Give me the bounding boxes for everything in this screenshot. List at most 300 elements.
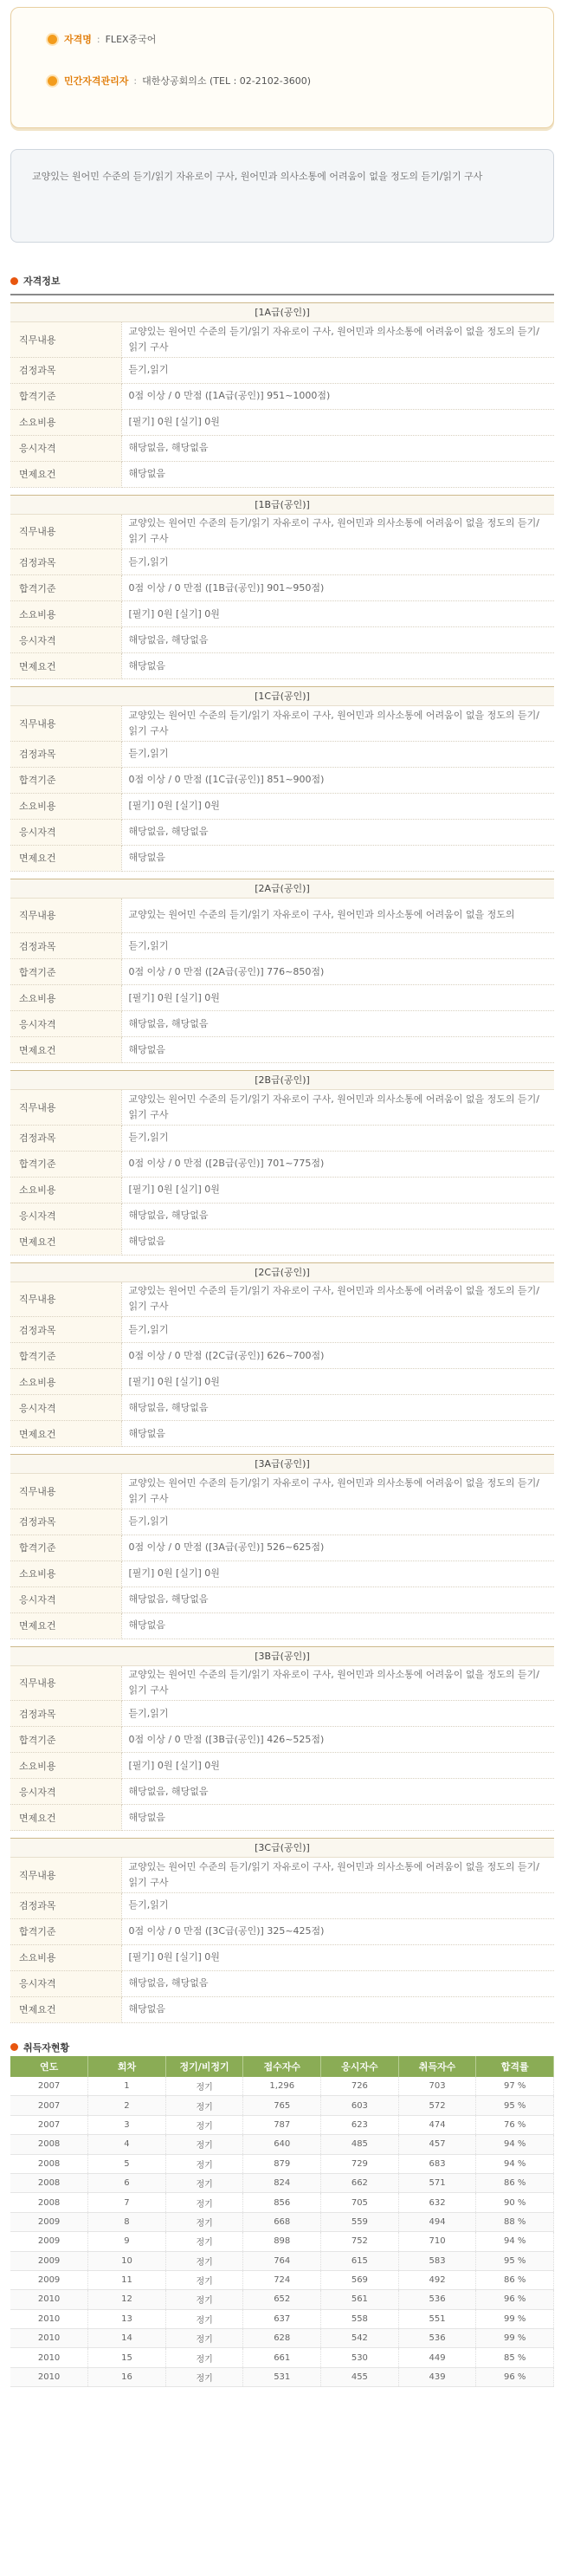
table-cell: 787 [243,2115,321,2134]
field-value-subjects: 듣기,읽기 [121,1125,554,1151]
field-value-duty: 교양있는 원어민 수준의 듣기/읽기 자유로이 구사, 원어민과 의사소통에 어려움이 없을 정도의 [121,899,554,933]
field-label-fee: 소요비용 [10,1753,121,1779]
table-cell: 16 [88,2367,166,2386]
table-cell: 95 % [476,2251,554,2270]
table-cell: 2009 [10,2251,88,2270]
table-cell: 90 % [476,2193,554,2212]
field-label-exemption: 면제요건 [10,1996,121,2022]
grade-info-table [10,899,554,1064]
table-cell: 615 [321,2251,399,2270]
field-label-subjects: 검정과목 [10,1317,121,1343]
field-label-duty: 직무내용 [10,515,121,549]
table-cell: 2010 [10,2367,88,2386]
field-value-fee: [필기] 0원 [실기] 0원 [121,793,554,819]
field-label-subjects: 검정과목 [10,741,121,767]
info-row-duty [10,515,554,549]
field-label-duty: 직무내용 [10,1858,121,1892]
table-cell: 710 [398,2232,476,2251]
field-value-subjects: 듣기,읽기 [121,549,554,575]
grade-title: [1C급(공인)] [10,687,554,706]
table-cell: 474 [398,2115,476,2134]
info-row-subjects [10,1892,554,1918]
field-label-criteria: 합격기준 [10,767,121,793]
grade-block [10,1646,554,1832]
grade-title: [2C급(공인)] [10,1263,554,1282]
table-cell: 99 % [476,2329,554,2348]
field-label-fee: 소요비용 [10,985,121,1011]
table-cell: 14 [88,2329,166,2348]
table-cell: 정기 [165,2212,243,2231]
info-row-criteria [10,1535,554,1561]
field-value-exemption: 해당없음 [121,1037,554,1063]
table-row [10,2367,554,2386]
table-cell: 정기 [165,2096,243,2115]
table-cell: 559 [321,2212,399,2231]
field-value-exemption: 해당없음 [121,1996,554,2022]
field-value-eligibility: 해당없음, 해당없음 [121,627,554,653]
info-row-exemption [10,461,554,487]
table-cell: 530 [321,2348,399,2367]
column-header: 회차 [88,2056,166,2077]
license-name-value: FLEX중국어 [105,34,157,45]
info-row-duty [10,1858,554,1892]
bullet-icon [46,75,59,88]
field-value-duty: 교양있는 원어민 수준의 듣기/읽기 자유로이 구사, 원어민과 의사소통에 어려움이 없을 정도의 듣기/읽기 구사 [121,322,554,357]
table-cell: 569 [321,2270,399,2289]
table-cell: 662 [321,2173,399,2192]
field-value-subjects: 듣기,읽기 [121,1701,554,1727]
grade-block [10,879,554,1064]
field-value-fee: [필기] 0원 [실기] 0원 [121,1369,554,1395]
grade-title: [3B급(공인)] [10,1647,554,1666]
table-cell: 879 [243,2154,321,2173]
table-cell: 4 [88,2135,166,2154]
section-bullet-icon [10,2043,18,2051]
table-cell: 2008 [10,2173,88,2192]
info-row-subjects [10,933,554,959]
table-cell: 542 [321,2329,399,2348]
field-value-exemption: 해당없음 [121,1612,554,1638]
info-row-fee [10,1369,554,1395]
info-row-eligibility [10,1395,554,1421]
table-cell: 683 [398,2154,476,2173]
field-label-fee: 소요비용 [10,793,121,819]
field-value-duty: 교양있는 원어민 수준의 듣기/읽기 자유로이 구사, 원어민과 의사소통에 어려움이 없을 정도의 듣기/읽기 구사 [121,706,554,741]
info-row-eligibility [10,1970,554,1996]
table-cell: 정기 [165,2270,243,2289]
field-label-criteria: 합격기준 [10,575,121,601]
field-label-eligibility: 응시자격 [10,1395,121,1421]
field-label-subjects: 검정과목 [10,549,121,575]
field-label-exemption: 면제요건 [10,1805,121,1831]
field-label-exemption: 면제요건 [10,461,121,487]
grade-info-table [10,1474,554,1639]
table-cell: 765 [243,2096,321,2115]
field-value-duty: 교양있는 원어민 수준의 듣기/읽기 자유로이 구사, 원어민과 의사소통에 어려움이 없을 정도의 듣기/읽기 구사 [121,1474,554,1509]
field-label-criteria: 합격기준 [10,1727,121,1753]
table-row [10,2193,554,2212]
column-header: 접수자수 [243,2056,321,2077]
grade-list [10,302,554,2023]
table-cell: 668 [243,2212,321,2231]
field-label-eligibility: 응시자격 [10,627,121,653]
table-cell: 494 [398,2212,476,2231]
info-row-subjects [10,1317,554,1343]
field-label-criteria: 합격기준 [10,1151,121,1177]
field-label-exemption: 면제요건 [10,653,121,679]
field-label-criteria: 합격기준 [10,959,121,985]
info-row-fee [10,409,554,435]
info-row-criteria [10,383,554,409]
field-label-exemption: 면제요건 [10,1421,121,1447]
administrator-label: 민간자격관리자 [64,75,129,87]
field-value-eligibility: 해당없음, 해당없음 [121,1203,554,1229]
field-value-criteria: 0점 이상 / 0 만점 ([3A급(공인)] 526~625점) [121,1535,554,1561]
statistics-table [10,2056,554,2388]
table-cell: 96 % [476,2367,554,2386]
grade-block [10,302,554,488]
separator: : [96,33,100,45]
info-row-duty [10,706,554,741]
info-row-exemption [10,653,554,679]
field-label-eligibility: 응시자격 [10,1586,121,1612]
table-cell: 603 [321,2096,399,2115]
table-cell: 2009 [10,2212,88,2231]
license-name-label: 자격명 [64,34,92,45]
field-label-duty: 직무내용 [10,899,121,933]
table-cell: 15 [88,2348,166,2367]
table-row [10,2077,554,2096]
column-header: 합격률 [476,2056,554,2077]
field-label-duty: 직무내용 [10,1474,121,1509]
info-row-criteria [10,1151,554,1177]
table-cell: 정기 [165,2329,243,2348]
table-cell: 640 [243,2135,321,2154]
field-value-criteria: 0점 이상 / 0 만점 ([2B급(공인)] 701~775점) [121,1151,554,1177]
grade-block [10,1070,554,1256]
grade-title: [2A급(공인)] [10,879,554,899]
table-cell: 정기 [165,2173,243,2192]
info-row-exemption [10,1805,554,1831]
table-row [10,2232,554,2251]
table-cell: 561 [321,2290,399,2309]
field-value-eligibility: 해당없음, 해당없음 [121,435,554,461]
field-label-duty: 직무내용 [10,1282,121,1317]
field-label-subjects: 검정과목 [10,1892,121,1918]
info-row-fee [10,1561,554,1586]
table-cell: 12 [88,2290,166,2309]
field-label-fee: 소요비용 [10,601,121,627]
field-label-subjects: 검정과목 [10,357,121,383]
field-value-subjects: 듣기,읽기 [121,933,554,959]
field-value-exemption: 해당없음 [121,461,554,487]
description-text: 교양있는 원어민 수준의 듣기/읽기 자유로이 구사, 원어민과 의사소통에 어려움이 없을 정도의 듣기/읽기 구사 [32,171,483,182]
info-row-criteria [10,1918,554,1944]
field-label-exemption: 면제요건 [10,1229,121,1255]
table-cell: 정기 [165,2154,243,2173]
field-value-eligibility: 해당없음, 해당없음 [121,1779,554,1805]
table-row [10,2270,554,2289]
field-value-exemption: 해당없음 [121,1421,554,1447]
info-row-duty [10,1666,554,1701]
field-label-criteria: 합격기준 [10,383,121,409]
field-label-eligibility: 응시자격 [10,819,121,845]
field-value-duty: 교양있는 원어민 수준의 듣기/읽기 자유로이 구사, 원어민과 의사소통에 어려움이 없을 정도의 듣기/읽기 구사 [121,1090,554,1125]
info-row-duty [10,322,554,357]
table-cell: 536 [398,2290,476,2309]
table-cell: 2010 [10,2329,88,2348]
grade-block [10,1262,554,1448]
table-cell: 76 % [476,2115,554,2134]
separator: : [133,75,138,87]
field-label-exemption: 면제요건 [10,845,121,871]
table-cell: 856 [243,2193,321,2212]
table-cell: 632 [398,2193,476,2212]
info-row-criteria [10,959,554,985]
table-cell: 2008 [10,2193,88,2212]
table-cell: 97 % [476,2077,554,2096]
info-row-duty [10,1282,554,1317]
grade-title: [1A급(공인)] [10,303,554,322]
table-cell: 457 [398,2135,476,2154]
qualification-section-title [10,274,554,288]
table-cell: 2 [88,2096,166,2115]
field-label-criteria: 합격기준 [10,1535,121,1561]
field-label-fee: 소요비용 [10,1369,121,1395]
field-value-criteria: 0점 이상 / 0 만점 ([3B급(공인)] 426~525점) [121,1727,554,1753]
statistics-header-row [10,2056,554,2077]
field-label-fee: 소요비용 [10,1177,121,1203]
info-row-exemption [10,1421,554,1447]
administrator-row [46,72,553,89]
field-value-fee: [필기] 0원 [실기] 0원 [121,1561,554,1586]
table-cell: 95 % [476,2096,554,2115]
statistics-section-label: 취득자현황 [23,2041,70,2054]
table-cell: 86 % [476,2270,554,2289]
table-cell: 96 % [476,2290,554,2309]
bullet-icon [46,33,59,46]
grade-info-table [10,706,554,872]
table-row [10,2115,554,2134]
grade-info-table [10,1090,554,1256]
table-cell: 2010 [10,2309,88,2328]
table-cell: 정기 [165,2193,243,2212]
field-value-exemption: 해당없음 [121,1805,554,1831]
table-cell: 8 [88,2212,166,2231]
field-value-subjects: 듣기,읽기 [121,357,554,383]
table-cell: 531 [243,2367,321,2386]
info-row-exemption [10,1996,554,2022]
field-label-fee: 소요비용 [10,1561,121,1586]
table-cell: 2009 [10,2232,88,2251]
table-cell: 86 % [476,2173,554,2192]
field-value-eligibility: 해당없음, 해당없음 [121,819,554,845]
table-row [10,2290,554,2309]
administrator-value: 대한상공회의소 (TEL : 02-2102-3600) [142,75,311,87]
table-cell: 536 [398,2329,476,2348]
table-cell: 7 [88,2193,166,2212]
table-cell: 1 [88,2077,166,2096]
table-cell: 2007 [10,2077,88,2096]
table-row [10,2348,554,2367]
field-value-criteria: 0점 이상 / 0 만점 ([3C급(공인)] 325~425점) [121,1918,554,1944]
table-cell: 439 [398,2367,476,2386]
table-cell: 정기 [165,2348,243,2367]
statistics-section-title [10,2041,554,2054]
table-cell: 661 [243,2348,321,2367]
field-value-criteria: 0점 이상 / 0 만점 ([1A급(공인)] 951~1000점) [121,383,554,409]
table-cell: 2008 [10,2154,88,2173]
field-label-eligibility: 응시자격 [10,1970,121,1996]
section-divider [10,294,554,295]
field-value-duty: 교양있는 원어민 수준의 듣기/읽기 자유로이 구사, 원어민과 의사소통에 어려움이 없을 정도의 듣기/읽기 구사 [121,1282,554,1317]
table-cell: 2010 [10,2290,88,2309]
section-bullet-icon [10,277,18,285]
table-cell: 449 [398,2348,476,2367]
grade-block [10,1454,554,1639]
table-cell: 583 [398,2251,476,2270]
table-cell: 571 [398,2173,476,2192]
field-value-fee: [필기] 0원 [실기] 0원 [121,409,554,435]
table-cell: 정기 [165,2077,243,2096]
field-value-criteria: 0점 이상 / 0 만점 ([1B급(공인)] 901~950점) [121,575,554,601]
field-value-fee: [필기] 0원 [실기] 0원 [121,1753,554,1779]
info-row-eligibility [10,819,554,845]
table-cell: 10 [88,2251,166,2270]
grade-title: [3C급(공인)] [10,1839,554,1858]
info-row-duty [10,1090,554,1125]
field-value-subjects: 듣기,읽기 [121,1509,554,1535]
table-cell: 824 [243,2173,321,2192]
table-cell: 정기 [165,2115,243,2134]
table-cell: 88 % [476,2212,554,2231]
info-row-criteria [10,1727,554,1753]
field-value-exemption: 해당없음 [121,1229,554,1255]
table-cell: 898 [243,2232,321,2251]
field-value-eligibility: 해당없음, 해당없음 [121,1011,554,1037]
license-header-box [10,7,554,128]
field-label-eligibility: 응시자격 [10,1011,121,1037]
grade-info-table [10,1666,554,1832]
field-value-duty: 교양있는 원어민 수준의 듣기/읽기 자유로이 구사, 원어민과 의사소통에 어려움이 없을 정도의 듣기/읽기 구사 [121,1666,554,1701]
grade-block [10,686,554,872]
table-cell: 623 [321,2115,399,2134]
field-value-eligibility: 해당없음, 해당없음 [121,1395,554,1421]
field-label-eligibility: 응시자격 [10,1203,121,1229]
info-row-fee [10,985,554,1011]
table-cell: 6 [88,2173,166,2192]
info-row-exemption [10,845,554,871]
info-row-criteria [10,767,554,793]
table-cell: 3 [88,2115,166,2134]
table-row [10,2251,554,2270]
info-row-eligibility [10,627,554,653]
info-row-exemption [10,1229,554,1255]
info-row-eligibility [10,435,554,461]
field-value-subjects: 듣기,읽기 [121,1892,554,1918]
table-cell: 726 [321,2077,399,2096]
info-row-subjects [10,741,554,767]
grade-block [10,495,554,680]
table-cell: 11 [88,2270,166,2289]
table-row [10,2173,554,2192]
grade-block [10,1838,554,2023]
license-name-row [46,30,553,48]
table-cell: 2008 [10,2135,88,2154]
table-cell: 752 [321,2232,399,2251]
field-value-duty: 교양있는 원어민 수준의 듣기/읽기 자유로이 구사, 원어민과 의사소통에 어려움이 없을 정도의 듣기/읽기 구사 [121,515,554,549]
info-row-eligibility [10,1586,554,1612]
table-cell: 5 [88,2154,166,2173]
table-cell: 2007 [10,2096,88,2115]
statistics-body [10,2077,554,2387]
field-label-fee: 소요비용 [10,409,121,435]
info-row-subjects [10,1701,554,1727]
table-cell: 729 [321,2154,399,2173]
info-row-eligibility [10,1011,554,1037]
table-cell: 2010 [10,2348,88,2367]
table-cell: 652 [243,2290,321,2309]
info-row-duty [10,1474,554,1509]
field-label-fee: 소요비용 [10,1944,121,1970]
field-value-subjects: 듣기,읽기 [121,1317,554,1343]
table-cell: 94 % [476,2154,554,2173]
field-value-fee: [필기] 0원 [실기] 0원 [121,1177,554,1203]
table-row [10,2212,554,2231]
grade-info-table [10,322,554,488]
table-cell: 13 [88,2309,166,2328]
info-row-duty [10,899,554,933]
field-value-exemption: 해당없음 [121,845,554,871]
field-label-duty: 직무내용 [10,322,121,357]
field-value-subjects: 듣기,읽기 [121,741,554,767]
info-row-subjects [10,1509,554,1535]
table-cell: 2007 [10,2115,88,2134]
table-cell: 572 [398,2096,476,2115]
table-cell: 85 % [476,2348,554,2367]
table-cell: 99 % [476,2309,554,2328]
table-cell: 2009 [10,2270,88,2289]
table-cell: 637 [243,2309,321,2328]
info-row-eligibility [10,1779,554,1805]
table-row [10,2329,554,2348]
table-cell: 9 [88,2232,166,2251]
field-label-subjects: 검정과목 [10,1509,121,1535]
info-row-criteria [10,1343,554,1369]
field-label-exemption: 면제요건 [10,1037,121,1063]
grade-title: [1B급(공인)] [10,496,554,515]
table-cell: 정기 [165,2367,243,2386]
column-header: 연도 [10,2056,88,2077]
info-row-subjects [10,357,554,383]
field-value-fee: [필기] 0원 [실기] 0원 [121,1944,554,1970]
table-cell: 1,296 [243,2077,321,2096]
field-label-duty: 직무내용 [10,706,121,741]
field-value-criteria: 0점 이상 / 0 만점 ([1C급(공인)] 851~900점) [121,767,554,793]
table-cell: 455 [321,2367,399,2386]
info-row-fee [10,1944,554,1970]
table-row [10,2154,554,2173]
table-cell: 492 [398,2270,476,2289]
grade-title: [2B급(공인)] [10,1071,554,1090]
field-label-exemption: 면제요건 [10,1612,121,1638]
column-header: 정기/비정기 [165,2056,243,2077]
info-row-fee [10,1177,554,1203]
field-label-criteria: 합격기준 [10,1918,121,1944]
table-cell: 485 [321,2135,399,2154]
table-cell: 정기 [165,2232,243,2251]
table-row [10,2096,554,2115]
